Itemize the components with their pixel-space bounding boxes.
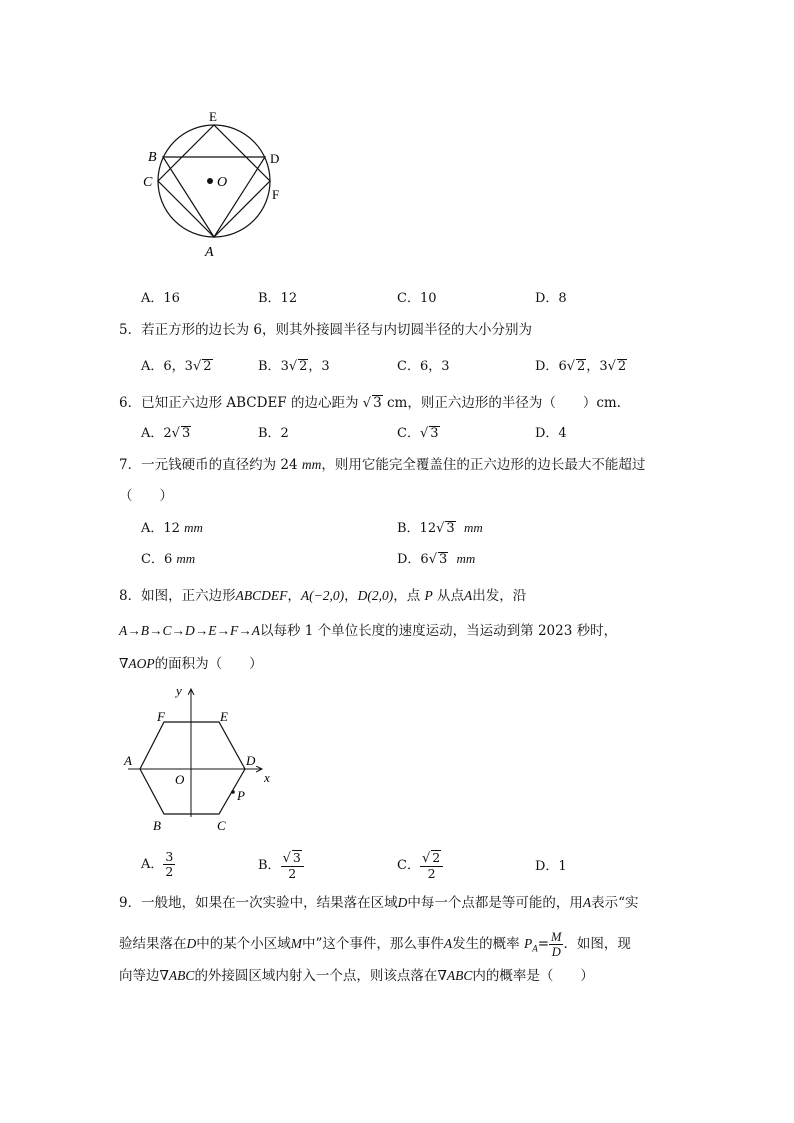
q6-a-prefix: A．2	[141, 426, 172, 441]
q7-b-unit: mm	[463, 520, 483, 535]
q7-d-unit: mm	[456, 551, 476, 566]
q9-l1-D: D	[397, 895, 408, 910]
q8-pt-a: A(−2,0)	[300, 588, 345, 603]
q8-b-frac	[281, 850, 304, 881]
q9-l2-A: A	[443, 936, 453, 951]
q9-l2-sub: A	[532, 943, 538, 954]
q8-stem-line3	[119, 654, 263, 674]
q7-d-rad: 3	[439, 552, 448, 567]
q5-option-b[interactable]: B．3√ 2，3	[258, 359, 330, 374]
q7-stem-a: 7．一元钱硬币的直径约为 24	[119, 457, 298, 473]
label-D: D	[270, 151, 280, 166]
q6-stem-rad: 3	[373, 395, 382, 411]
q5-a-prefix: A．6，	[141, 359, 185, 374]
q4-option-b[interactable]: B．12	[258, 291, 298, 306]
q9-l2-c: 中”这个事件，那么事件	[302, 936, 444, 952]
q7-stem-b: ，则用它能完全覆盖住的正六边形的边长最大不能超过	[321, 457, 646, 473]
label-B: B	[153, 818, 161, 833]
q7-d-prefix: D．6	[397, 552, 429, 567]
label-P: P	[237, 788, 245, 803]
q8-c-num: √ 2	[420, 850, 443, 867]
q9-line3	[119, 966, 594, 986]
q9-l3-b: 的外接圆区域内射入一个点，则该点落在	[194, 968, 438, 984]
q9-l2-M: M	[290, 936, 302, 951]
label-F: F	[157, 709, 165, 724]
q9-l2-b: 中的某个小区域	[196, 936, 291, 952]
label-x: x	[264, 770, 270, 785]
q6-option-a[interactable]: A．2√ 3	[141, 426, 191, 441]
q8-b-num: √ 3	[281, 850, 304, 867]
q7-stem-unit: mm	[301, 457, 322, 472]
q9-l3-c: 内的概率是（ ）	[472, 968, 594, 984]
label-O: O	[175, 772, 185, 787]
q8-tri: ∇AOP	[119, 656, 155, 671]
q7-a-unit: mm	[184, 520, 203, 535]
q9-line1	[119, 893, 639, 913]
q9-l1-b: 中每一个点都是等可能的，用	[407, 895, 583, 911]
q9-l2-frac	[549, 930, 563, 959]
label-C: C	[143, 175, 153, 190]
q5-stem: 5．若正方形的边长为 6，则其外接圆半径与内切圆半径的大小分别为	[119, 322, 532, 338]
q8-a-den: 2	[165, 864, 174, 879]
q6-a-rad: 3	[181, 426, 191, 441]
q8-a-num: 3	[165, 849, 174, 864]
q5-a-coef: 3	[184, 359, 193, 374]
q6-stem: 6．已知正六边形 ABCDEF 的边心距为 √ 3 cm，则正六边形的半径为（ ）cm.	[119, 395, 621, 411]
hexagon	[140, 722, 245, 814]
q9-l2-e: ．如图，现	[563, 936, 631, 952]
q9-line2	[119, 930, 631, 959]
point-P	[231, 790, 235, 794]
label-C: C	[217, 818, 226, 833]
q6-c-prefix: C．	[397, 426, 420, 441]
q4-option-d[interactable]: D．8	[535, 291, 567, 306]
q9-l3-a: 向等边	[119, 968, 160, 984]
q6-option-c[interactable]: C．√ 3	[397, 426, 439, 441]
label-E: E	[220, 709, 228, 724]
q8-stem-d: ，点	[393, 588, 421, 604]
label-y: y	[176, 683, 182, 698]
q7-c-prefix: C．6	[141, 552, 173, 567]
q8-path: A→B→C→D→E→F→A	[119, 623, 260, 638]
q8-line2-b: 以每秒 1 个单位长度的速度运动，当运动到第 2023 秒时，	[260, 623, 618, 639]
q8-c-den: 2	[427, 866, 436, 881]
q8-option-a[interactable]	[141, 850, 175, 879]
q8-b-den: 2	[288, 866, 297, 881]
q8-line3-b: 的面积为（ ）	[154, 656, 263, 672]
q5-d-rad2: 2	[617, 359, 627, 374]
q8-pt-d: D(2,0)	[357, 588, 394, 603]
q5-b-suffix: ，3	[308, 359, 330, 374]
circle-figure	[140, 108, 290, 258]
q5-d-coef2: 3	[599, 359, 608, 374]
q9-l2-num: M	[551, 930, 562, 944]
hexagon-figure	[120, 683, 280, 833]
label-A: A	[124, 753, 132, 768]
q5-b-rad: 2	[299, 359, 308, 374]
q8-option-c[interactable]	[397, 850, 443, 881]
label-B: B	[148, 150, 157, 165]
q8-pt-p: P	[424, 588, 433, 603]
q8-a-prefix: A．	[141, 857, 164, 872]
q5-b-coef: 3	[280, 359, 289, 374]
q8-stem-e: 从点	[437, 588, 465, 604]
label-O: O	[217, 175, 228, 190]
q8-b-rad: 3	[292, 850, 301, 865]
q6-stem-a: 6．已知正六边形 ABCDEF 的边心距为	[119, 395, 359, 411]
q7-stem	[119, 455, 645, 475]
q9-l1-c: 表示“实	[591, 895, 639, 911]
q5-option-c[interactable]: C．6，3	[397, 359, 450, 374]
q8-c-rad: 2	[432, 850, 441, 865]
q7-c-unit: mm	[176, 551, 196, 566]
q7-option-d[interactable]: D．6√ 3 mm	[397, 551, 476, 567]
q5-option-a[interactable]: A．6，3√ 2	[141, 359, 212, 374]
q8-c-prefix: C．	[397, 858, 420, 873]
q9-l2-d: 发生的概率	[452, 936, 520, 952]
q5-option-d[interactable]: D．6√ 2，3√ 2	[535, 359, 627, 374]
q7-option-a[interactable]	[141, 518, 203, 539]
q8-c-frac	[420, 850, 443, 881]
q6-c-rad: 3	[430, 426, 439, 441]
q7-option-c[interactable]	[141, 549, 195, 570]
q8-a-frac	[163, 850, 175, 879]
q5-a-rad: 2	[203, 359, 212, 374]
q9-l1-A: A	[582, 895, 592, 910]
q9-l2-eq: =	[537, 936, 550, 952]
q8-option-b[interactable]	[258, 850, 304, 881]
q8-stem-f: 出发，沿	[472, 588, 527, 604]
q8-stem-line1	[119, 586, 526, 606]
q5-b-prefix: B．	[258, 359, 281, 374]
q5-d-coef1: 6	[558, 359, 567, 374]
q4-option-a[interactable]: A．16	[141, 291, 180, 306]
center-point	[207, 178, 213, 184]
q7-option-b[interactable]: B．12√ 3 mm	[397, 520, 483, 536]
q6-option-b[interactable]: B．2	[258, 426, 289, 441]
q8-stem-b: ，	[287, 588, 301, 604]
q7-b-prefix: B．12	[397, 521, 437, 536]
q8-stem-c: ，	[344, 588, 358, 604]
q8-stem-line2	[119, 621, 617, 641]
q8-option-d[interactable]: D．1	[535, 859, 567, 874]
q5-d-rad1: 2	[577, 359, 586, 374]
q8-hex: ABCDEF	[235, 588, 288, 603]
inscribed-triangle	[163, 157, 265, 237]
q7-paren: （ ）	[119, 488, 173, 504]
q6-option-d[interactable]: D．4	[535, 426, 567, 441]
q9-l2-P: P	[523, 936, 533, 951]
q8-stem-a: 8．如图，正六边形	[119, 588, 236, 604]
q6-stem-b: cm，则正六边形的半径为（ ）cm.	[386, 395, 621, 411]
q9-l3-tri2: ∇ABC	[437, 968, 473, 983]
circumcircle	[158, 125, 270, 237]
label-D: D	[246, 753, 256, 768]
q9-l1-a: 9．一般地，如果在一次实验中，结果落在区域	[119, 895, 398, 911]
q7-b-rad: 3	[446, 521, 455, 536]
q9-l2-den: D	[551, 945, 561, 959]
q9-l2-D: D	[186, 936, 197, 951]
q9-l2-a: 验结果落在	[119, 936, 187, 952]
q8-b-prefix: B．	[258, 858, 281, 873]
label-A: A	[205, 245, 214, 258]
label-F: F	[272, 187, 280, 202]
q5-d-mid: ，	[586, 359, 600, 374]
q4-option-c[interactable]: C．10	[397, 291, 437, 306]
q8-pt-a2: A	[464, 588, 473, 603]
q9-l3-tri: ∇ABC	[159, 968, 195, 983]
label-E: E	[209, 109, 217, 124]
q7-a-prefix: A．12	[141, 521, 180, 536]
q5-d-prefix: D．	[535, 359, 559, 374]
